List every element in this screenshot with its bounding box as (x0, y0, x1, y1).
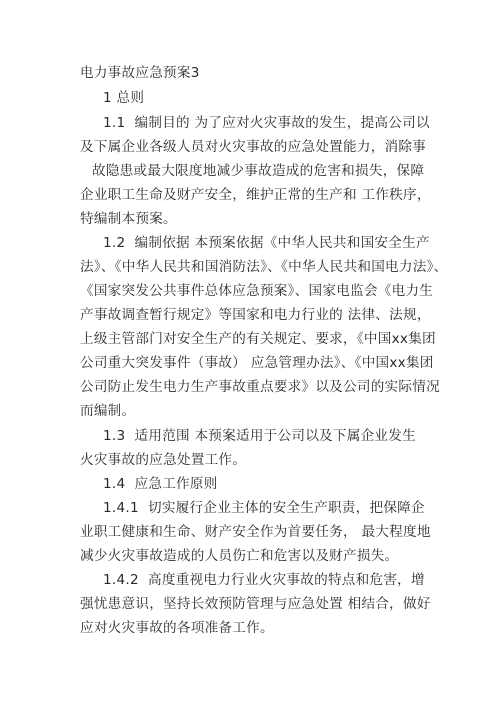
paragraph-line: 及下属企业各级人员对火灾事故的应急处置能力，消除事 (80, 139, 427, 155)
paragraph-line: 业职工健康和生命、财产安全作为首要任务， 最大程度地 (80, 524, 431, 540)
paragraph-line: 公司重大突发事件（事故） 应急管理办法》、《中国xx集团 (80, 355, 434, 371)
paragraph-line: 减少火灾事故造成的人员伤亡和危害以及财产损失。 (80, 548, 399, 564)
paragraph-line: 1.4.1 切实履行企业主体的安全生产职责，把保障企 (103, 500, 425, 516)
paragraph-line: 1.1 编制目的 为了应对火灾事故的发生，提高公司以 (103, 115, 430, 131)
paragraph-line: 1.4.2 高度重视电力行业火灾事故的特点和危害，增 (103, 572, 425, 588)
paragraph-line: 法》、《中华人民共和国消防法》、《中华人民共和国电力法》、 (80, 259, 448, 275)
paragraph-line: 火灾事故的应急处置工作。 (80, 452, 247, 468)
section-heading: 1.4 应急工作原则 (103, 476, 218, 492)
paragraph-line: 公司防止发生电力生产事故重点要求》以及公司的实际情况 (80, 379, 440, 395)
paragraph-line: 1.3 适用范围 本预案适用于公司以及下属企业发生 (103, 428, 416, 444)
paragraph-line: 应对火灾事故的各项准备工作。 (80, 620, 274, 636)
paragraph-line: 产事故调查暂行规定》等国家和电力行业的 法律、法规， (80, 307, 431, 323)
heading-general: 1 总则 (103, 90, 145, 106)
paragraph-line: 上级主管部门对安全生产的有关规定、要求，《中国xx集团 (80, 331, 436, 347)
paragraph-line: 而编制。 (80, 403, 136, 419)
paragraph-line: 《国家突发公共事件总体应急预案》、国家电监会《电力生 (80, 283, 434, 299)
paragraph-line: 故隐患或最大限度地减少事故造成的危害和损失，保障 (92, 163, 425, 179)
document-title: 电力事故应急预案3 (80, 65, 200, 81)
paragraph-line: 特编制本预案。 (80, 211, 177, 227)
paragraph-line: 企业职工生命及财产安全，维护正常的生产和 工作秩序， (80, 187, 431, 203)
paragraph-line: 1.2 编制依据 本预案依据《中华人民共和国安全生产 (103, 235, 430, 251)
paragraph-line: 强忧患意识，坚持长效预防管理与应急处置 相结合，做好 (80, 596, 431, 612)
